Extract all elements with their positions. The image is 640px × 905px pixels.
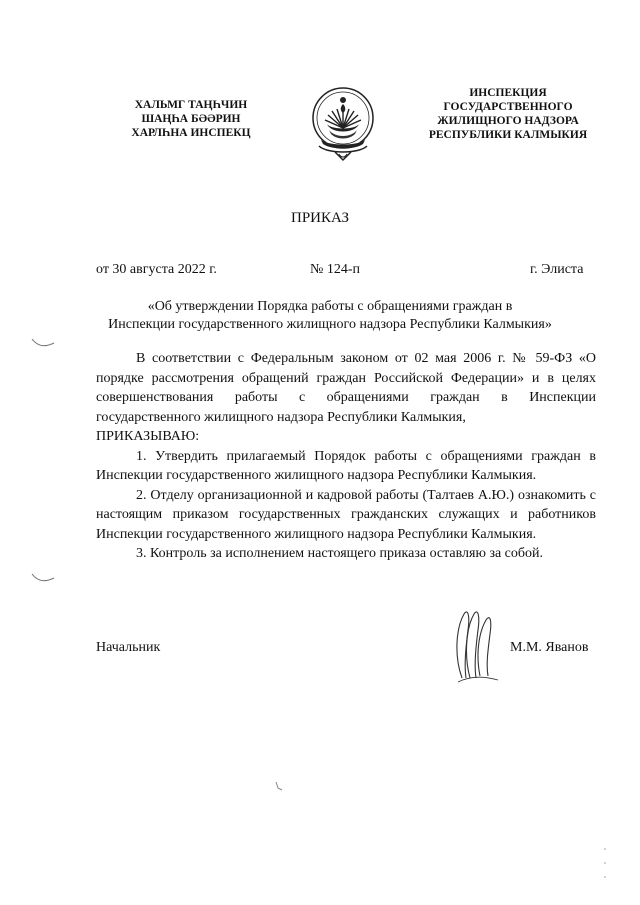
header-left-kalmyk (106, 98, 276, 140)
document-subject (60, 298, 600, 334)
document-body (96, 349, 596, 564)
document-date: от 30 августа 2022 г. (96, 262, 217, 277)
header-left-line-2: ШАҢҺА БӘӘРИН (141, 113, 241, 125)
document-city: г. Элиста (530, 262, 584, 277)
subject-line-2: Инспекции государственного жилищного надзора Республики Калмыкия» (108, 317, 552, 332)
preamble-paragraph: В соответствии с Федеральным законом от 02 мая 2006 г. № 59-ФЗ «О порядке рассмотрения обращений граждан Российской Федерации» и в целях совершенствования работы с обращениями граждан в Инспекции государственного жилищного надзора Республики Калмыкия, (96, 351, 596, 425)
handwritten-signature-icon (440, 606, 510, 686)
header-right-line-3: ЖИЛИЩНОГО НАДЗОРА (437, 115, 579, 127)
header-right-line-1: ИНСПЕКЦИЯ (469, 87, 547, 99)
header-right-line-4: РЕСПУБЛИКИ КАЛМЫКИЯ (428, 129, 588, 141)
order-item-3: 3. Контроль за исполнением настоящего приказа оставляю за собой. (136, 546, 544, 561)
signer-title: Начальник (96, 640, 161, 655)
scan-mark-icon (274, 780, 284, 792)
scan-mark-icon (30, 570, 56, 584)
subject-line-1: «Об утверждении Порядка работы с обращениями граждан в (147, 299, 513, 314)
scan-mark-icon (600, 845, 610, 885)
header-right-russian (408, 86, 608, 142)
order-item-2: 2. Отделу организационной и кадровой работы (Талтаев А.Ю.) ознакомить с настоящим приказом государственных гражданских служащих и работников Инспекции государственного жилищного надзора Республики Калмыкия. (96, 487, 596, 542)
scan-mark-icon (30, 335, 56, 349)
order-item-1: 1. Утвердить прилагаемый Порядок работы с обращениями граждан в Инспекции государственного жилищного надзора Республики Калмыкия. (96, 448, 596, 483)
header-left-line-1: ХАЛЬМГ ТАҢҺЧИН (134, 99, 248, 111)
order-word: ПРИКАЗЫВАЮ: (96, 429, 200, 444)
document-title: ПРИКАЗ (291, 210, 349, 226)
document-number: № 124-п (310, 262, 361, 277)
header-left-line-3: ХАРЛҺНА ИНСПЕКЦ (131, 127, 251, 139)
header-right-line-2: ГОСУДАРСТВЕННОГО (443, 101, 573, 113)
signer-name: М.М. Яванов (510, 640, 589, 655)
emblem-icon (309, 84, 377, 164)
